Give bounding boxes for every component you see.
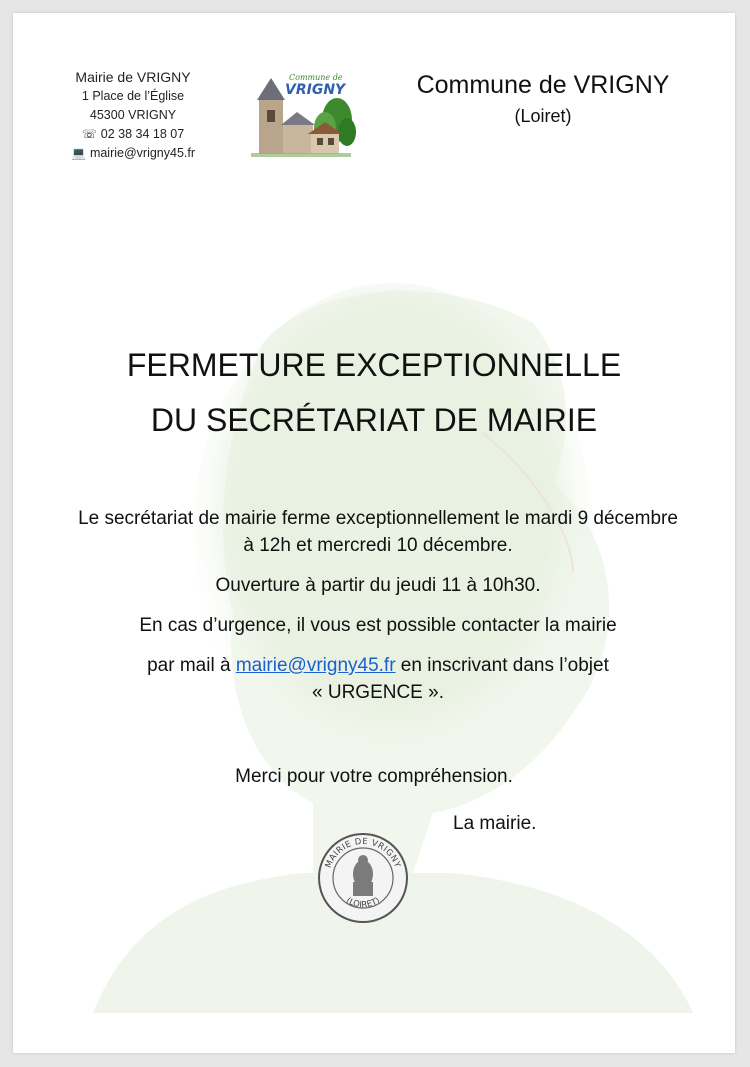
body-paragraph-subject: « URGENCE ». <box>312 682 444 703</box>
sender-address-block <box>38 68 228 163</box>
sender-phone-line <box>38 125 228 144</box>
closing-signature: La mairie. <box>453 813 537 834</box>
notice-body <box>73 505 683 706</box>
stamp-bottom-text: (LOIRET) <box>344 895 382 911</box>
commune-heading <box>393 69 693 129</box>
mairie-seal-stamp <box>315 830 411 926</box>
body-paragraph-reopening: Ouverture à partir du jeudi 11 à 10h30. <box>215 575 541 596</box>
email-sentence-end: en inscrivant dans l’objet <box>395 655 609 676</box>
closing-thanks: Merci pour votre compréhension. <box>235 766 513 787</box>
commune-logo <box>245 68 357 160</box>
sender-org: Mairie de VRIGNY <box>75 69 191 85</box>
email-sentence-start: par mail à <box>147 655 236 676</box>
logo-text-main: VRIGNY <box>285 82 346 98</box>
body-paragraph-closure: Le secrétariat de mairie ferme exceptionnellement le mardi 9 décembre à 12h et mercredi 10 décembre. <box>78 508 678 556</box>
sender-phone: 02 38 34 18 07 <box>100 127 185 141</box>
body-paragraph-email <box>73 652 683 679</box>
sender-address: 1 Place de l’Église <box>81 89 185 103</box>
notice-title <box>13 338 735 448</box>
body-paragraph-urgency: En cas d’urgence, il vous est possible contacter la mairie <box>139 615 617 636</box>
sender-email-line <box>38 144 228 163</box>
email-link[interactable]: mairie@vrigny45.fr <box>235 655 396 676</box>
stamp-top-text: MAIRIE DE VRIGNY <box>323 836 403 870</box>
phone-icon: ☏ <box>81 127 97 141</box>
title-line-1: FERMETURE EXCEPTIONNELLE <box>126 347 622 383</box>
title-line-2: DU SECRÉTARIAT DE MAIRIE <box>150 402 598 438</box>
document-page <box>13 13 735 1053</box>
sender-email: mairie@vrigny45.fr <box>89 146 196 160</box>
commune-name: Commune de VRIGNY <box>416 71 670 99</box>
logo-text-top: Commune de <box>289 73 343 82</box>
commune-region: (Loiret) <box>514 106 572 126</box>
computer-icon: 💻 <box>70 146 86 160</box>
sender-city: 45300 VRIGNY <box>89 108 177 122</box>
